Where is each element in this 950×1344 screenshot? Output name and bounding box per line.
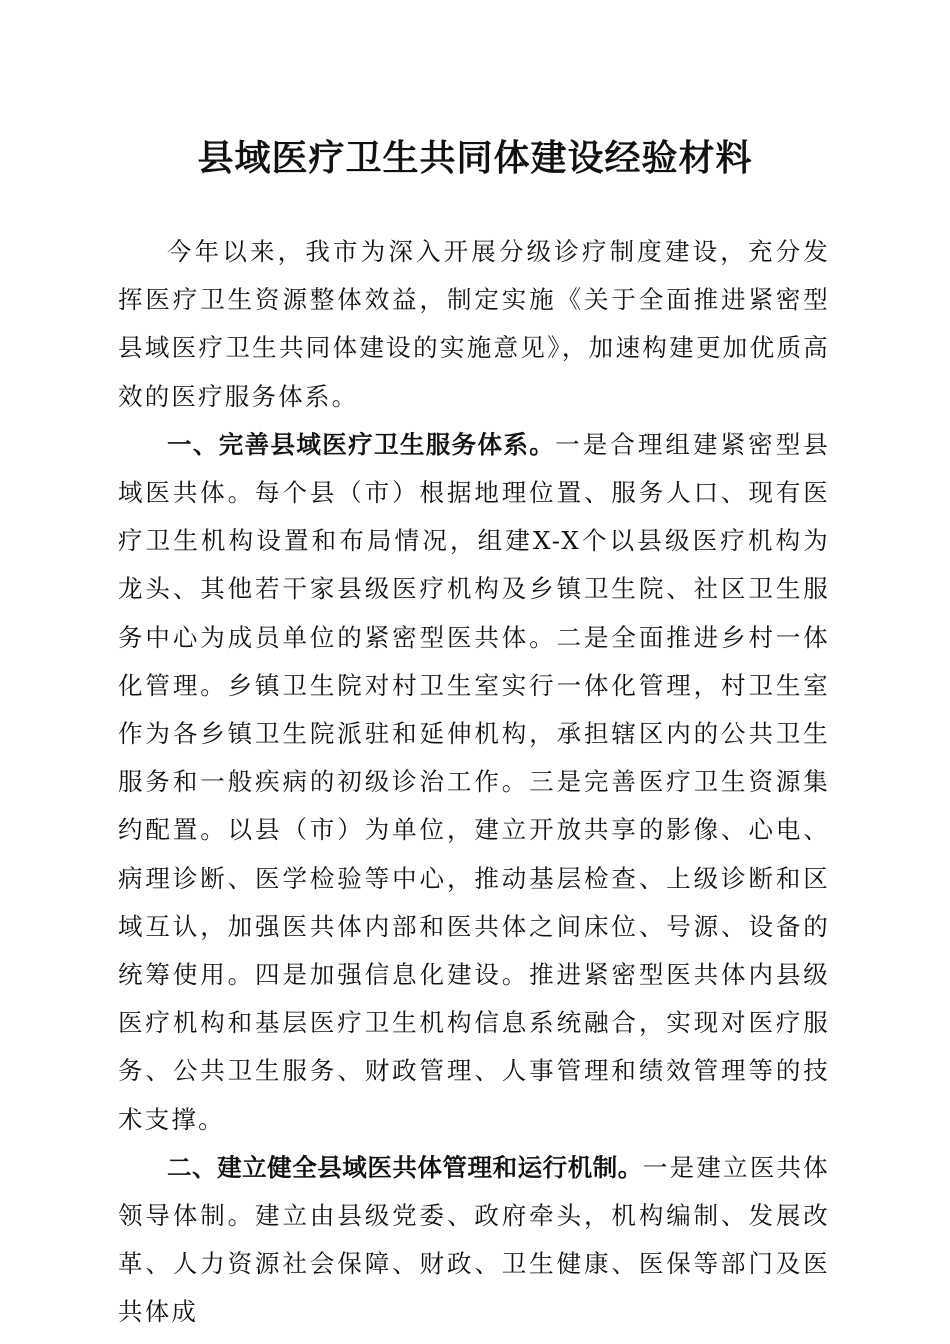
- document-body: [118, 228, 830, 1337]
- section-body-1: 一是合理组建紧密型县域医共体。每个县（市）根据地理位置、服务人口、现有医疗卫生机构设置和布局情况，组建X-X个以县级医疗机构为龙头、其他若干家县级医疗机构及乡镇卫生院、社区卫生服务中心为成员单位的紧密型医共体。二是全面推进乡村一体化管理。乡镇卫生院对村卫生室实行一体化管理，村卫生室作为各乡镇卫生院派驻和延伸机构，承担辖区内的公共卫生服务和一般疾病的初级诊治工作。三是完善医疗卫生资源集约配置。以县（市）为单位，建立开放共享的影像、心电、病理诊断、医学检验等中心，推动基层检查、上级诊断和区域互认，加强医共体内部和医共体之间床位、号源、设备的统筹使用。四是加强信息化建设。推进紧密型医共体内县级医疗机构和基层医疗卫生机构信息系统融合，实现对医疗服务、公共卫生服务、财政管理、人事管理和绩效管理等的技术支撑。: [118, 429, 830, 1134]
- section-body-2: 一是建立医共体领导体制。建立由县级党委、政府牵头，机构编制、发展改革、人力资源社会保障、财政、卫生健康、医保等部门及医共体成: [118, 1152, 831, 1327]
- section-heading-2: 二、建立健全县域医共体管理和运行机制。: [167, 1152, 643, 1182]
- section-heading-1: 一、完善县域医疗卫生服务体系。: [167, 429, 556, 459]
- document-title: 县域医疗卫生共同体建设经验材料: [197, 137, 753, 179]
- intro-paragraph: 今年以来，我市为深入开展分级诊疗制度建设，充分发挥医疗卫生资源整体效益，制定实施《关于全面推进紧密型县域医疗卫生共同体建设的实施意见》，加速构建更加优质高效的医疗服务体系。: [118, 237, 830, 411]
- section-paragraph-2: [118, 1144, 830, 1337]
- section-paragraph-1: [118, 421, 830, 1144]
